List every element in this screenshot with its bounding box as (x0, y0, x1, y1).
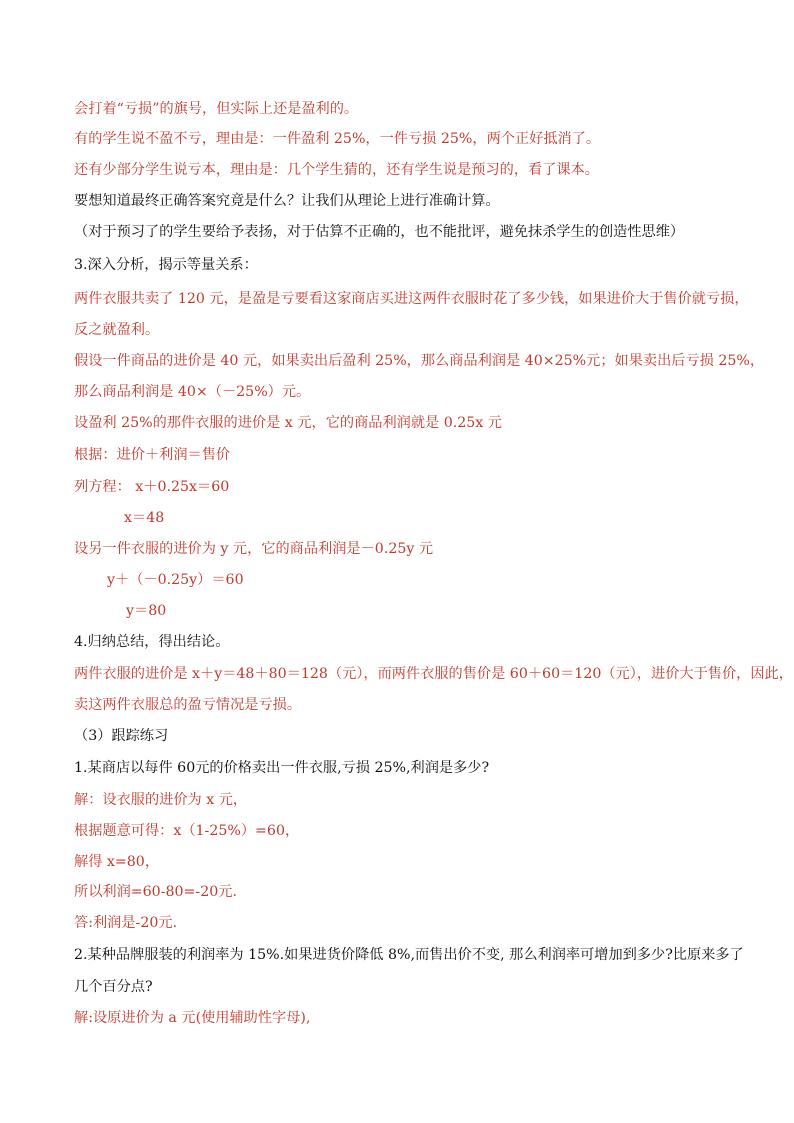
solution-line: 解:设原进价为 a 元(使用辅助性字母), (74, 1010, 311, 1026)
text-line: 会打着“亏损”的旗号，但实际上还是盈利的。 (74, 101, 359, 117)
solution-line: 解得 x=80， (74, 854, 160, 870)
equation-line: y＝80 (126, 603, 167, 619)
answer-line: 答:利润是-20元. (74, 915, 178, 931)
section-heading: （3）跟踪练习 (74, 728, 169, 744)
section-heading: 4.归纳总结，得出结论。 (74, 634, 230, 650)
text-line: （对于预习了的学生要给予表扬，对于估算不正确的，也不能批评，避免抹杀学生的创造性思维） (74, 224, 685, 240)
text-line: 设盈利 25%的那件衣服的进价是 x 元，它的商品利润就是 0.25x 元 (74, 415, 502, 431)
exercise-question: 2.某种品牌服装的利润率为 15%.如果进货价降低 8%,而售出价不变, 那么利润率可增加到多少?比原来多了 (74, 947, 744, 963)
text-line: 那么商品利润是 40×（－25%）元。 (74, 384, 311, 400)
text-line: 要想知道最终正确答案究竟是什么？让我们从理论上进行准确计算。 (74, 193, 500, 209)
text-line: 有的学生说不盈不亏，理由是：一件盈利 25%，一件亏损 25%，两个正好抵消了。 (74, 131, 601, 147)
text-line: 两件衣服共卖了 120 元，是盈是亏要看这家商店买进这两件衣服时花了多少钱，如果进价大于售价就亏损， (74, 291, 749, 307)
solution-line: 解：设衣服的进价为 x 元， (74, 792, 248, 808)
text-line: 假设一件商品的进价是 40 元，如果卖出后盈利 25%，那么商品利润是 40×25%元；如果卖出后亏损 25%， (74, 353, 765, 369)
text-line: 设另一件衣服的进价为 y 元，它的商品利润是－0.25y 元 (74, 541, 434, 557)
solution-line: 所以利润=60-80=-20元. (74, 884, 237, 900)
text-line: 两件衣服的进价是 x＋y＝48＋80＝128（元），而两件衣服的售价是 60＋60＝120（元），进价大于售价，因此， (74, 666, 793, 682)
text-line: 反之就盈利。 (74, 322, 160, 338)
solution-line: 根据题意可得：x（1-25%）=60， (74, 823, 300, 839)
text-line: 卖这两件衣服总的盈亏情况是亏损。 (74, 697, 302, 713)
section-heading: 3.深入分析，揭示等量关系： (74, 257, 258, 273)
exercise-question: 1.某商店以每件 60元的价格卖出一件衣服,亏损 25%,利润是多少? (74, 760, 490, 776)
text-line: 根据：进价＋利润＝售价 (74, 447, 231, 463)
text-line: 还有少部分学生说亏本，理由是：几个学生猜的，还有学生说是预习的，看了课本。 (74, 162, 599, 178)
exercise-question: 几个百分点? (74, 979, 153, 995)
equation-line: 列方程： x＋0.25x＝60 (74, 479, 230, 495)
equation-line: x＝48 (124, 510, 165, 526)
equation-line: y＋（－0.25y）＝60 (107, 572, 244, 588)
